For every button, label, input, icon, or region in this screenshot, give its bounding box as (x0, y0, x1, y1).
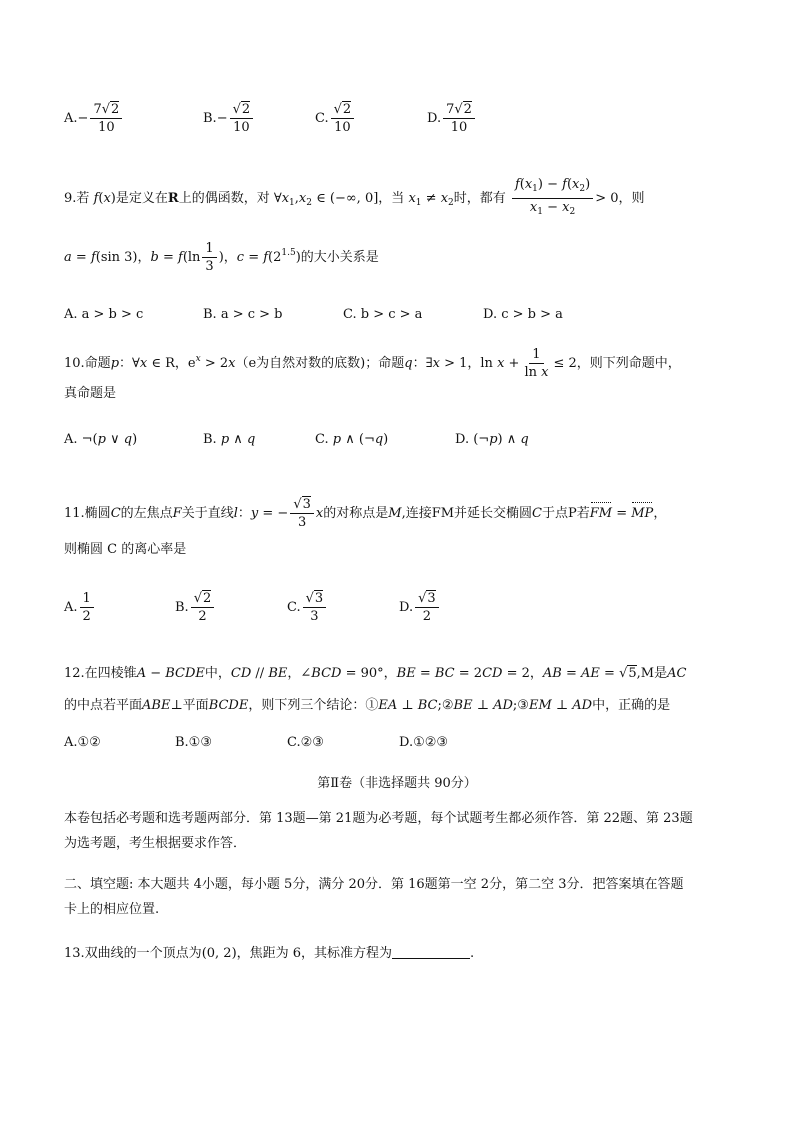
section2-title: 第Ⅱ卷（非选择题共 90分） (317, 776, 477, 791)
q12-option-c: C.②③ (287, 735, 324, 750)
q10-stem-line2: 真命题是 (64, 386, 117, 401)
q12-option-d: D.①②③ (399, 735, 449, 750)
section2-intro-line1: 本卷包括必考题和选考题两部分．第 13题—第 21题为必考题，每个试题考生都必须作答．第 22题、第 23题 (64, 811, 693, 826)
q11-option-c: C. $\frac{√3}{3}$ (287, 590, 328, 625)
q13-answer-blank[interactable] (392, 946, 470, 959)
fill-in-instructions-line2: 卡上的相应位置. (64, 902, 160, 917)
q11-option-b: B. $\frac{√2}{2}$ (175, 590, 216, 625)
q12-option-b: B.①③ (175, 735, 212, 750)
q10-option-d: D. (¬p) ∧ q (455, 432, 529, 447)
q10-option-a: A. ¬(p ∨ q) (64, 432, 138, 447)
q8-option-d: D. $\frac{7√2}{10}$ (427, 101, 477, 136)
q9-option-b: B. a > c > b (203, 307, 283, 322)
q11-option-d: D. $\frac{√3}{2}$ (399, 590, 441, 625)
q12-option-a: A.①② (64, 735, 101, 750)
q10-stem-line1: 10.命题p：∀x ∈ R，$e^x > 2x(e$为自然对数的底数)；命题q：∃x > 1，ln x + $\frac{1}{\text{ln x}}$ ≤ 2，则下列命题中， (64, 347, 681, 380)
q9-option-d: D. c > b > a (483, 307, 563, 322)
q11-stem-line2: 则椭圆 C 的离心率是 (64, 542, 187, 557)
q9-stem-line2: a = f(sin 3)，b = f(ln $\frac{1}{3}$ )，$c = f(2^{1.5})$的大小关系是 (64, 241, 379, 274)
q9-option-c: C. b > c > a (343, 307, 423, 322)
q8-option-c: C. $\frac{√2}{10}$ (315, 101, 356, 136)
q11-stem-line1: 11.椭圆C的左焦点F关于直线l：y = − $\frac{√3}{3}$ x的对称点是M,连接FM并延长交椭圆C于点P若FM = MP， (64, 497, 667, 530)
q12-stem-line1: 12.在四棱锥A − BCDE中，CD // BE，∠BCD = 90°，BE = BC = 2CD = 2，AB = AE = √5,M是AC (64, 666, 687, 681)
q10-option-c: C. p ∧ (¬q) (315, 432, 389, 447)
fill-in-instructions-line1: 二、填空题: 本大题共 4小题，每小题 5分，满分 20分．第 16题第一空 2分，第二空 3分．把答案填在答题 (64, 877, 684, 892)
q11-option-a: A. $\frac{1}{2}$ (64, 590, 96, 625)
q13-stem: 13.双曲线的一个顶点为(0, 2)，焦距为 6，其标准方程为 . (64, 946, 475, 961)
section2-intro-line2: 为选考题，考生根据要求作答． (64, 836, 247, 851)
q8-option-b: B.− $\frac{√2}{10}$ (203, 101, 255, 136)
q10-option-b: B. p ∧ q (203, 432, 256, 447)
q12-stem-line2: 的中点若平面ABE⊥平面BCDE，则下列三个结论：①EA ⊥ BC;②BE ⊥ AD;③EM ⊥ AD中，正确的是 (64, 698, 671, 713)
q9-option-a: A. a > b > c (64, 307, 144, 322)
q9-stem-line1: 9.若 f(x)是定义在R上的偶函数，对 $\forall x_1,x_2$ ∈ (−∞, 0]，当 $x_1 \ne x_2$时，都有 $\frac{f(x_1) - f(x_2)}{x_1 - x_2}$ > 0，则 (64, 177, 645, 217)
q8-option-a: A.− $\frac{7√2}{10}$ (64, 101, 124, 136)
